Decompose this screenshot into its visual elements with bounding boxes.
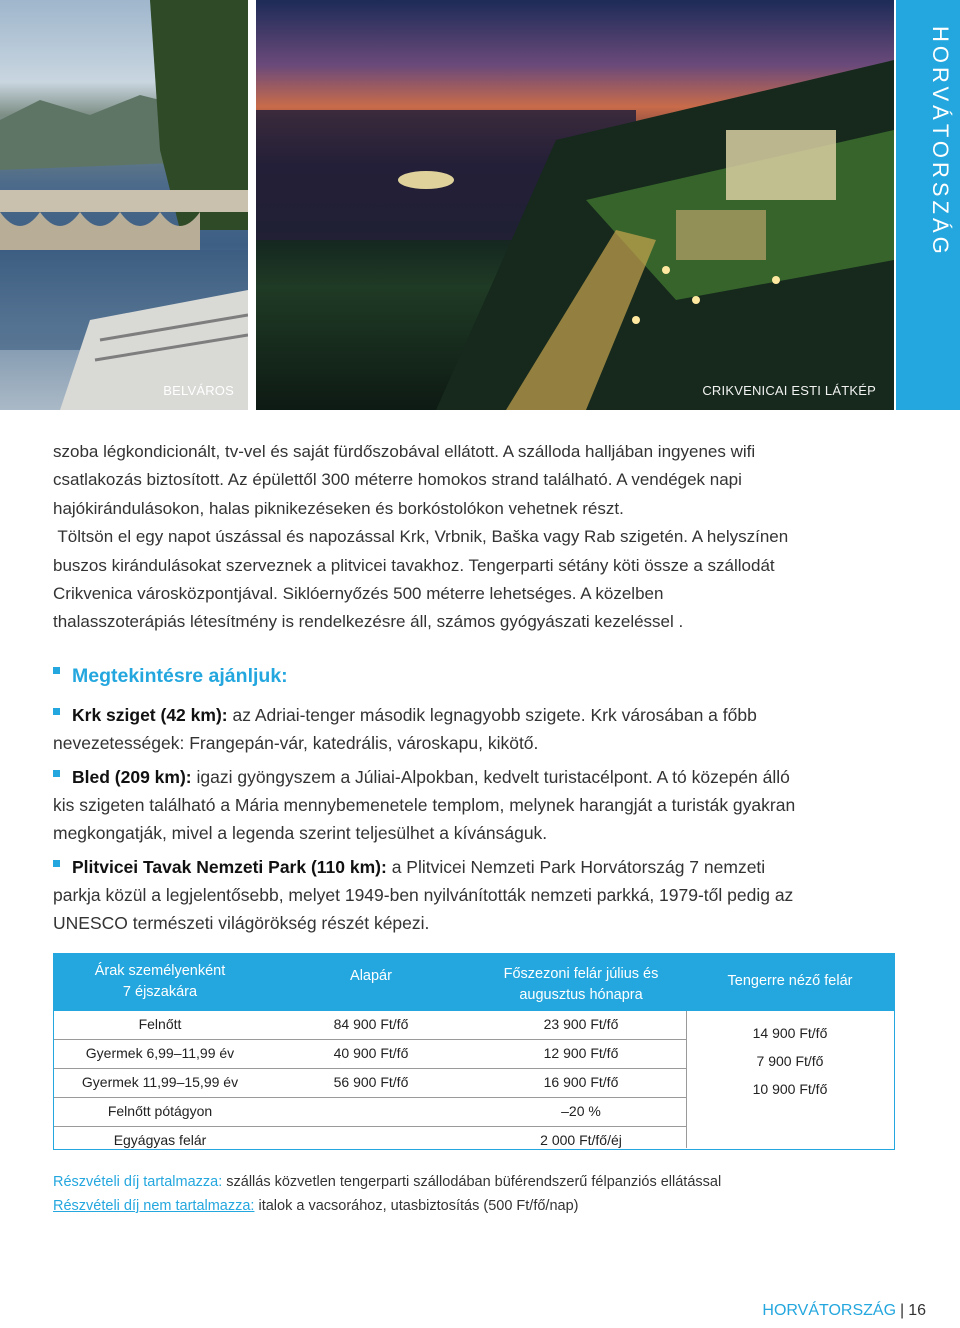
season-surcharge: –20 % xyxy=(561,1103,601,1119)
recommend-item-text: UNESCO természeti világörökség részét képezi. xyxy=(53,912,430,933)
season-surcharge: 2 000 Ft/fő/éj xyxy=(540,1132,622,1148)
price-table-body xyxy=(54,1011,686,1155)
included-note xyxy=(53,1170,721,1194)
page-number: 16 xyxy=(908,1302,926,1319)
description-line: csatlakozás biztosított. Az épülettől 300 méterre homokos strand található. A vendégek napi xyxy=(53,470,742,490)
description-line: buszos kirándulásokat szerveznek a plitvicei tavakhoz. Tengerparti sétány köti össze a szállodát xyxy=(53,555,775,575)
recommend-item-text: a Plitvicei Nemzeti Park Horvátország 7 nemzeti xyxy=(386,856,766,877)
season-surcharge: 16 900 Ft/fő xyxy=(543,1074,619,1090)
row-label: Gyermek 6,99–11,99 év xyxy=(85,1045,235,1061)
recommend-item-bled xyxy=(53,763,883,847)
recommend-item-text: megkongatják, mivel a legenda szerint teljesülhet a kívánságuk. xyxy=(53,822,548,843)
header-text: Főszezoni felár július és xyxy=(503,966,659,982)
description-line: hajókirándulásokon, halas piknikezéseken és borkóstolókon vehetnek részt. xyxy=(53,498,624,518)
excluded-note xyxy=(53,1194,721,1218)
row-label: Egyágyas felár xyxy=(113,1132,207,1148)
excluded-text: italok a vacsorához, utasbiztosítás (500 Ft/fő/nap) xyxy=(254,1198,579,1214)
city-bridge-illustration xyxy=(0,0,248,410)
table-row xyxy=(54,1098,686,1127)
recommend-item-text: kis szigeten található a Mária mennybemenetele templom, melynek harangját a turisták gyakran xyxy=(53,794,796,815)
footer-country: HORVÁTORSZÁG xyxy=(762,1302,897,1319)
table-row xyxy=(54,1011,686,1040)
price-table-header xyxy=(54,954,894,1011)
base-price: 56 900 Ft/fő xyxy=(333,1074,409,1090)
country-side-band xyxy=(896,0,960,410)
recommend-list xyxy=(53,701,883,937)
table-row xyxy=(54,1069,686,1098)
recommend-item-krk xyxy=(53,701,883,757)
sea-view-price: 10 900 Ft/fő xyxy=(752,1081,828,1097)
header-base-price: Alapár xyxy=(350,968,392,984)
main-content xyxy=(53,438,883,943)
price-table xyxy=(53,953,895,1150)
base-price: 40 900 Ft/fő xyxy=(333,1045,409,1061)
page-footer xyxy=(762,1302,926,1320)
photo-belvaros xyxy=(0,0,248,410)
table-row xyxy=(54,1127,686,1155)
row-label: Gyermek 11,99–15,99 év xyxy=(81,1074,239,1090)
footer-separator: | xyxy=(900,1302,905,1319)
country-side-label: HORVÁTORSZÁG xyxy=(928,26,953,258)
base-price: 84 900 Ft/fő xyxy=(333,1016,409,1032)
recommend-item-plitvice xyxy=(53,853,883,937)
price-notes xyxy=(53,1170,721,1218)
description-line: thalasszoterápiás létesítmény is rendelkezésre áll, számos gyógyászati kezeléssel . xyxy=(53,612,684,632)
sea-view-price: 14 900 Ft/fő xyxy=(752,1025,828,1041)
season-surcharge: 23 900 Ft/fő xyxy=(543,1016,619,1032)
recommend-item-name: Krk sziget (42 km): xyxy=(72,704,228,725)
sea-view-column xyxy=(686,1011,894,1103)
photo-caption-belvaros: BELVÁROS xyxy=(163,383,234,398)
recommend-item-name: Plitvicei Tavak Nemzeti Park (110 km): xyxy=(72,856,387,877)
row-label: Felnőtt xyxy=(138,1016,182,1032)
photo-crikvenica-night xyxy=(256,0,894,410)
recommend-item-text: az Adriai-tenger második legnagyobb szigete. Krk városában a főbb xyxy=(227,704,757,725)
description-line: szoba légkondicionált, tv-vel és saját fürdőszobával ellátott. A szálloda halljában ingyenes wifi xyxy=(53,442,756,461)
recommend-item-text: parkja közül a legjelentősebb, melyet 1949-ben nyilvánították nemzeti parkká, 1979-től pedig az xyxy=(53,884,794,905)
square-bullet-icon xyxy=(53,770,60,777)
header-high-season xyxy=(476,964,686,1006)
included-text: szállás közvetlen tengerparti szállodában büférendszerű félpanziós ellátással xyxy=(222,1174,722,1190)
hotel-description xyxy=(53,438,883,637)
table-row xyxy=(54,1040,686,1069)
square-bullet-icon xyxy=(53,667,60,674)
header-text: augusztus hónapra xyxy=(519,987,643,1003)
season-surcharge: 12 900 Ft/fő xyxy=(543,1045,619,1061)
recommend-heading-text: Megtekintésre ajánljuk: xyxy=(72,665,288,688)
square-bullet-icon xyxy=(53,708,60,715)
header-sea-view: Tengerre néző felár xyxy=(727,973,853,989)
sea-view-price: 7 900 Ft/fő xyxy=(756,1053,824,1069)
row-label: Felnőtt pótágyon xyxy=(107,1103,213,1119)
night-harbour-illustration xyxy=(256,0,894,410)
description-line: Crikvenica városközpontjával. Siklóernyőzés 500 méterre lehetséges. A közelben xyxy=(53,584,664,604)
header-text: Árak személyenként xyxy=(94,963,226,979)
excluded-label: Részvételi díj nem tartalmazza: xyxy=(53,1198,255,1214)
header-price-per-person xyxy=(54,961,266,1003)
recommend-heading xyxy=(53,663,883,691)
photo-caption-crikvenica: CRIKVENICAI ESTI LÁTKÉP xyxy=(702,383,876,398)
included-label: Részvételi díj tartalmazza: xyxy=(53,1174,223,1190)
description-line: Töltsön el egy napot úszással és napozással Krk, Vrbnik, Baška vagy Rab szigetén. A helyszínen xyxy=(53,527,789,547)
recommend-item-name: Bled (209 km): xyxy=(72,766,192,787)
recommend-item-text: nevezetességek: Frangepán-vár, katedrális, városkapu, kikötő. xyxy=(53,732,539,753)
recommend-item-text: igazi gyöngyszem a Júliai-Alpokban, kedvelt turistacélpont. A tó közepén álló xyxy=(191,766,790,787)
header-text: 7 éjszakára xyxy=(122,984,198,1000)
square-bullet-icon xyxy=(53,860,60,867)
